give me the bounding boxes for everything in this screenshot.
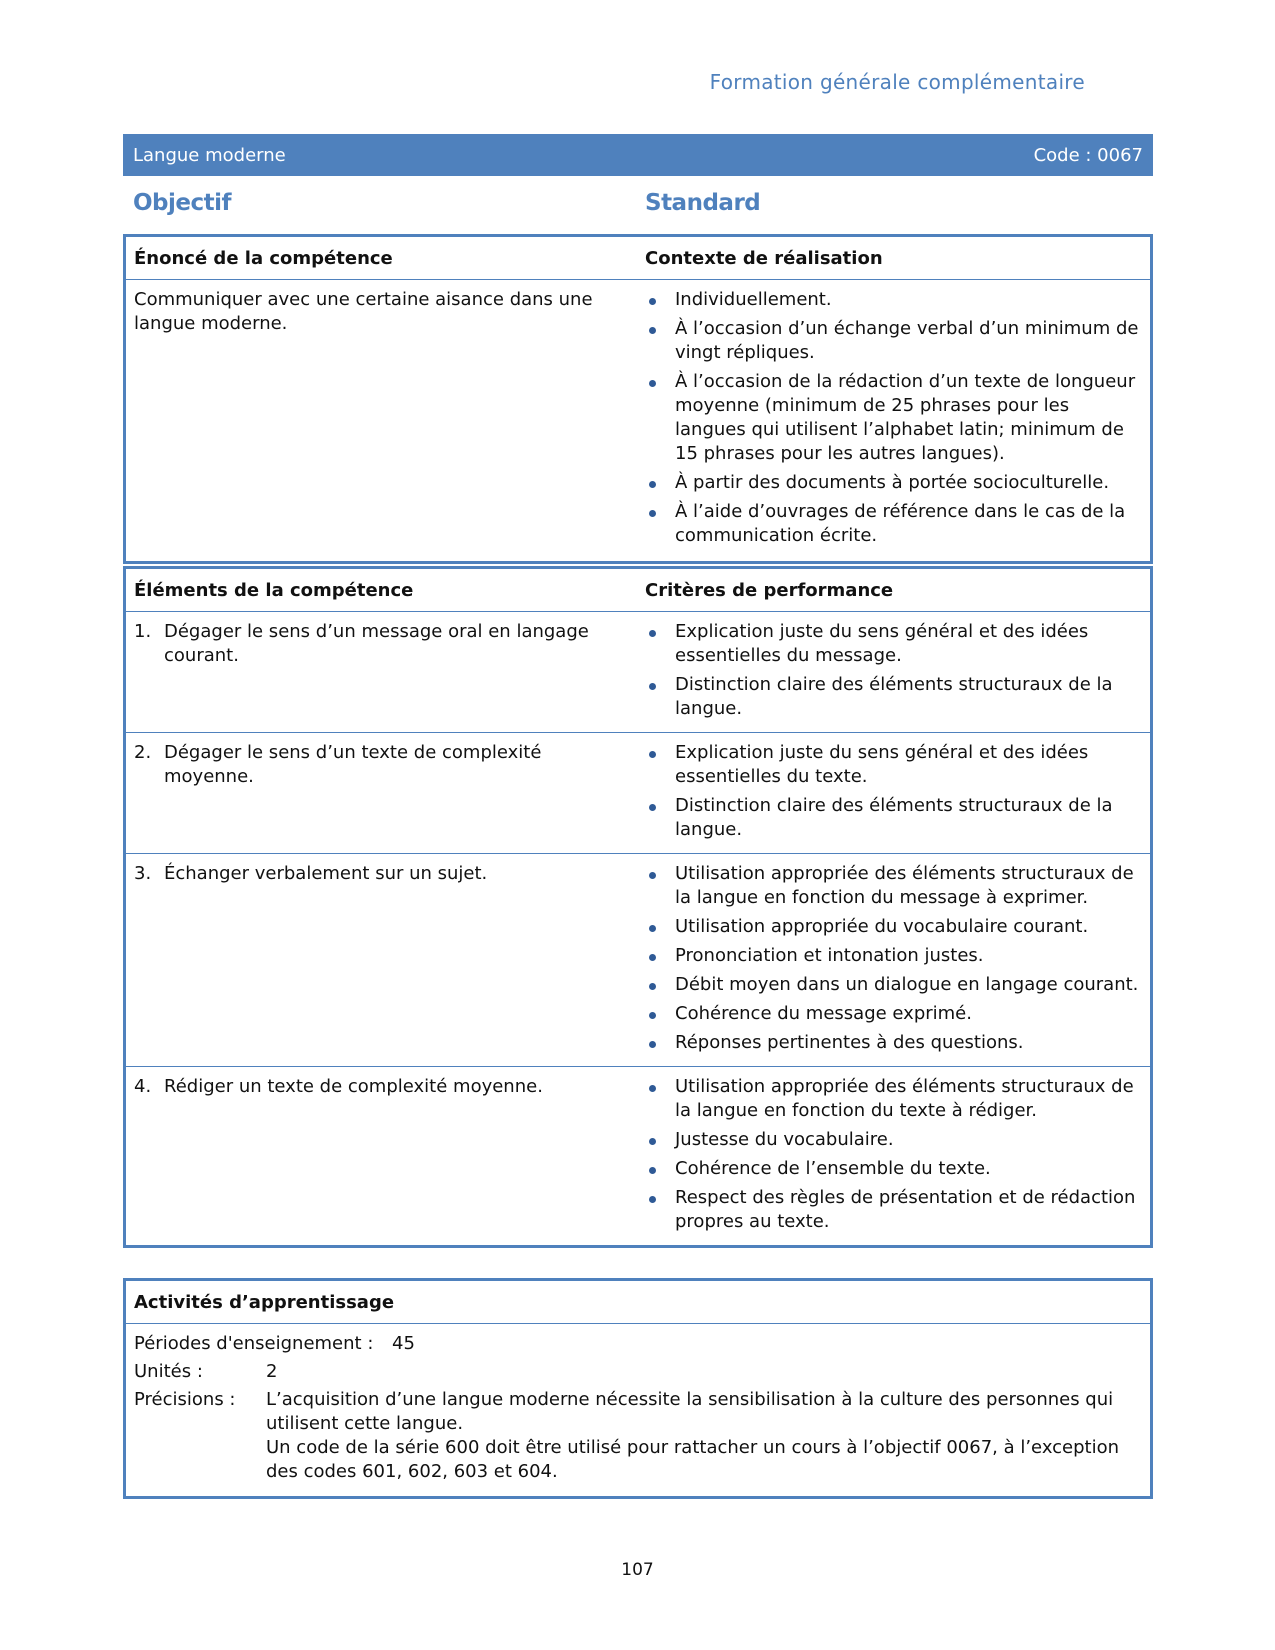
criteres-list xyxy=(645,620,1142,721)
list-item: Utilisation appropriée des éléments structuraux de la langue en fonction du texte à rédiger. xyxy=(645,1075,1142,1123)
element-number: 3. xyxy=(134,863,152,884)
table-row xyxy=(126,1066,1150,1245)
criteres-header: Critères de performance xyxy=(645,580,894,601)
unites-row xyxy=(134,1360,1142,1384)
periodes-value: 45 xyxy=(392,1333,415,1354)
criteres-list xyxy=(645,741,1142,842)
list-item: Explication juste du sens général et des idées essentielles du message. xyxy=(645,620,1142,668)
enonce-text: Communiquer avec une certaine aisance dans une langue moderne. xyxy=(134,289,593,334)
standard-title: Standard xyxy=(645,190,761,216)
course-name: Langue moderne xyxy=(133,144,286,166)
element-text: Dégager le sens d’un message oral en langage courant. xyxy=(164,621,589,666)
section-titles xyxy=(123,190,1153,216)
criteres-list xyxy=(645,862,1142,1055)
course-code: Code : 0067 xyxy=(1033,144,1143,166)
activites-header: Activités d’apprentissage xyxy=(134,1292,395,1313)
list-item: Cohérence de l’ensemble du texte. xyxy=(645,1157,1142,1181)
element-text: Rédiger un texte de complexité moyenne. xyxy=(164,1076,543,1097)
list-item: Individuellement. xyxy=(645,288,1142,312)
periodes-label: Périodes d'enseignement : xyxy=(134,1333,374,1354)
list-item: Respect des règles de présentation et de rédaction propres au texte. xyxy=(645,1186,1142,1234)
table-row xyxy=(126,611,1150,732)
precisions-row xyxy=(134,1388,1142,1484)
table-header-row xyxy=(126,1281,1150,1323)
list-item: Cohérence du message exprimé. xyxy=(645,1002,1142,1026)
list-item: Explication juste du sens général et des idées essentielles du texte. xyxy=(645,741,1142,789)
list-item: Justesse du vocabulaire. xyxy=(645,1128,1142,1152)
elements-table xyxy=(123,566,1153,1248)
list-item: Distinction claire des éléments structuraux de la langue. xyxy=(645,673,1142,721)
page-number: 107 xyxy=(621,1560,654,1580)
contexte-list xyxy=(645,288,1142,548)
list-item: Distinction claire des éléments structuraux de la langue. xyxy=(645,794,1142,842)
precisions-label: Précisions : xyxy=(134,1389,236,1410)
list-item: Prononciation et intonation justes. xyxy=(645,944,1142,968)
unites-label: Unités : xyxy=(134,1361,203,1382)
unites-value: 2 xyxy=(266,1361,278,1382)
list-item: Réponses pertinentes à des questions. xyxy=(645,1031,1142,1055)
table-row xyxy=(126,853,1150,1066)
competence-table xyxy=(123,234,1153,564)
precisions-paragraph: L’acquisition d’une langue moderne nécessite la sensibilisation à la culture des personnes qui utilisent cette langue. xyxy=(266,1389,1114,1434)
element-number: 2. xyxy=(134,742,152,763)
objectif-title: Objectif xyxy=(133,190,232,216)
contexte-header: Contexte de réalisation xyxy=(645,248,883,269)
list-item: Débit moyen dans un dialogue en langage courant. xyxy=(645,973,1142,997)
title-bar xyxy=(123,134,1153,176)
list-item: À l’aide d’ouvrages de référence dans le cas de la communication écrite. xyxy=(645,500,1142,548)
element-text: Dégager le sens d’un texte de complexité moyenne. xyxy=(164,742,542,787)
periodes-row xyxy=(134,1332,1142,1356)
table-header-row xyxy=(126,569,1150,611)
list-item: À partir des documents à portée socioculturelle. xyxy=(645,471,1142,495)
list-item: À l’occasion de la rédaction d’un texte de longueur moyenne (minimum de 25 phrases pour les langues qui utilisent l’alphabet latin; minimum de 15 phrases pour les autres langues). xyxy=(645,370,1142,466)
table-row xyxy=(126,279,1150,561)
criteres-list xyxy=(645,1075,1142,1234)
page-header: Formation générale complémentaire xyxy=(709,70,1085,94)
list-item: Utilisation appropriée des éléments structuraux de la langue en fonction du message à exprimer. xyxy=(645,862,1142,910)
table-row xyxy=(126,732,1150,853)
list-item: Utilisation appropriée du vocabulaire courant. xyxy=(645,915,1142,939)
activites-box xyxy=(123,1278,1153,1499)
list-item: À l’occasion d’un échange verbal d’un minimum de vingt répliques. xyxy=(645,317,1142,365)
precisions-paragraph: Un code de la série 600 doit être utilisé pour rattacher un cours à l’objectif 0067, à l’exception des codes 601, 602, 603 et 604. xyxy=(266,1437,1120,1482)
element-text: Échanger verbalement sur un sujet. xyxy=(164,863,488,884)
element-number: 1. xyxy=(134,621,152,642)
elements-header: Éléments de la compétence xyxy=(134,580,414,601)
element-number: 4. xyxy=(134,1076,152,1097)
table-header-row xyxy=(126,237,1150,279)
enonce-header: Énoncé de la compétence xyxy=(134,248,393,269)
